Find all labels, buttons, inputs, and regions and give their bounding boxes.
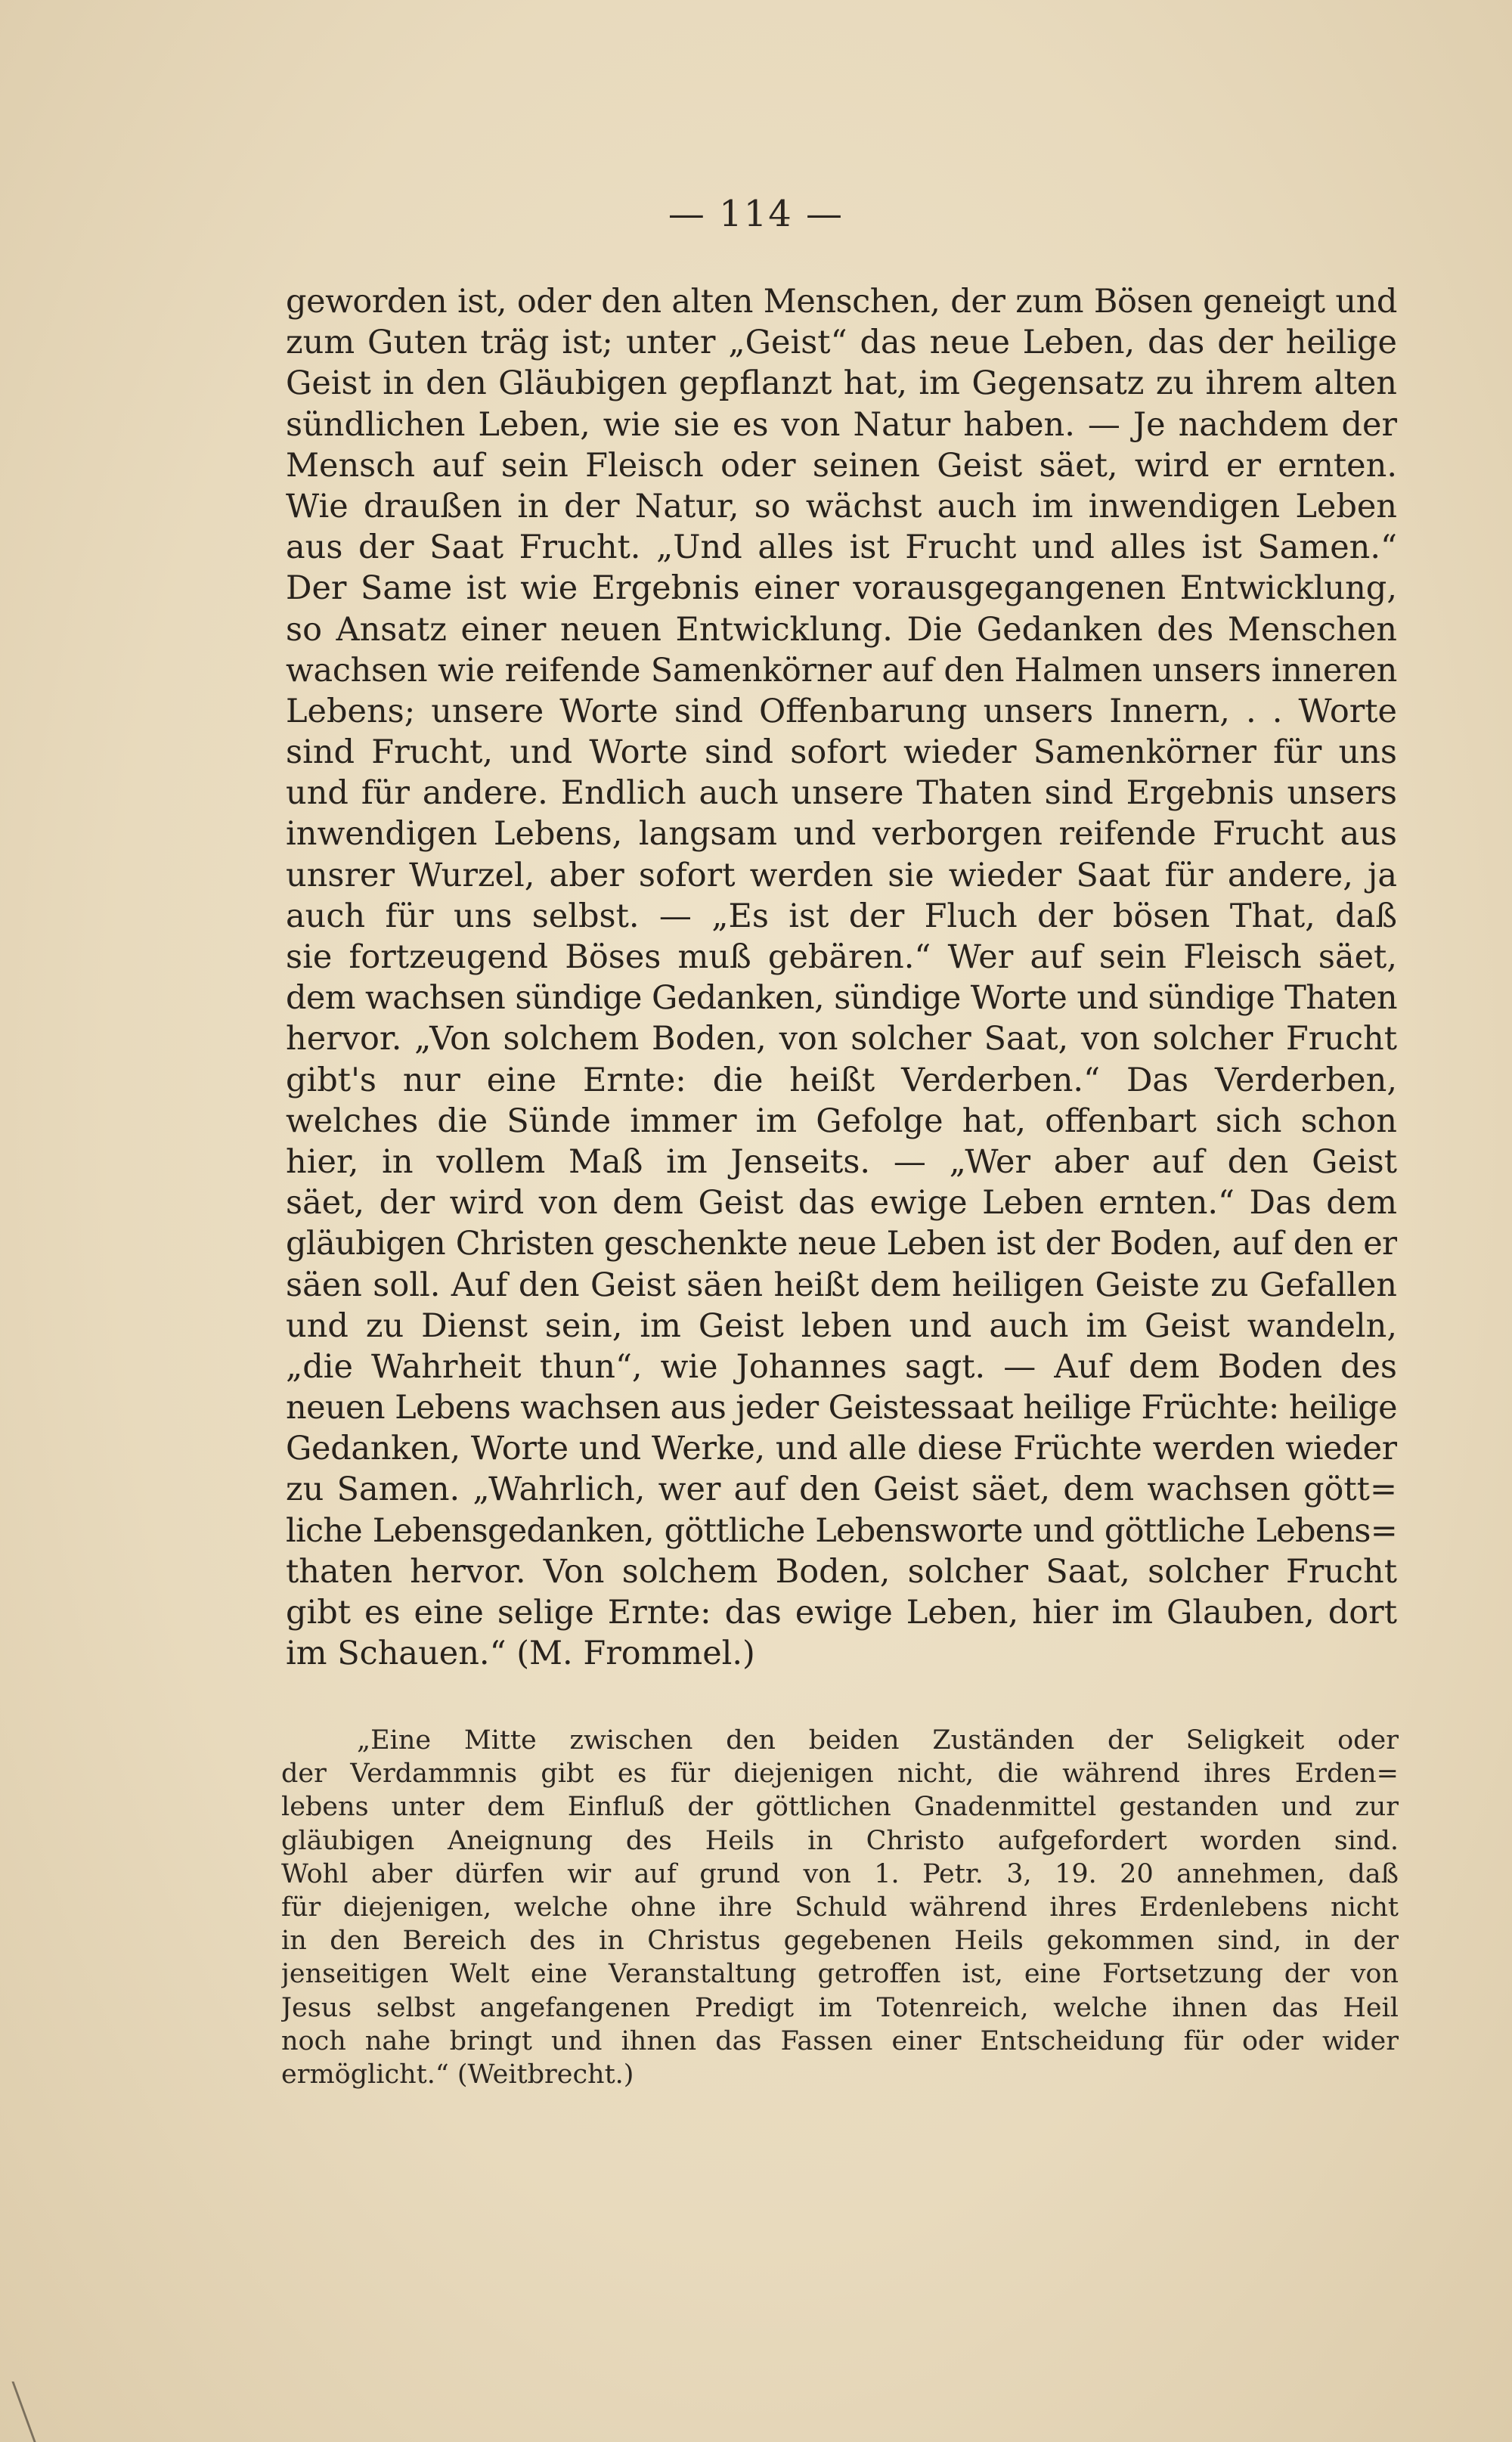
text-line: Gedanken, Worte und Werke, und alle diese Früchte werden wieder: [286, 1430, 1397, 1468]
text-line: zum Guten träg ist; unter „Geist“ das neue Leben, das der heilige: [286, 324, 1397, 362]
text-line: Der Same ist wie Ergebnis einer vorausgegangenen Entwicklung,: [286, 569, 1397, 608]
text-line: Mensch auf sein Fleisch oder seinen Geist säet, wird er ernten.: [286, 446, 1397, 485]
text-line: neuen Lebens wachsen aus jeder Geistessaat heilige Früchte: heilige: [286, 1389, 1397, 1427]
text-line: gläubigen Christen geschenkte neue Leben ist der Boden, auf den er: [286, 1225, 1397, 1263]
text-line: gibt es eine selige Ernte: das ewige Leben, hier im Glauben, dort: [286, 1594, 1397, 1632]
footnote-line: gläubigen Aneignung des Heils in Christo aufgefordert worden sind.: [281, 1825, 1399, 1856]
text-line: aus der Saat Frucht. „Und alles ist Frucht und alles ist Samen.“: [286, 528, 1397, 567]
footnote-line: Wohl aber dürfen wir auf grund von 1. Petr. 3, 19. 20 annehmen, daß: [281, 1858, 1399, 1889]
text-line: hervor. „Von solchem Boden, von solcher Saat, von solcher Frucht: [286, 1020, 1397, 1058]
footnote-line: noch nahe bringt und ihnen das Fassen einer Entscheidung für oder wider: [281, 2025, 1399, 2056]
page-edge-mark: [0, 2382, 36, 2442]
text-line: und zu Dienst sein, im Geist leben und auch im Geist wandeln,: [286, 1306, 1397, 1345]
text-line: sie fortzeugend Böses muß gebären.“ Wer auf sein Fleisch säet,: [286, 938, 1397, 976]
text-line: so Ansatz einer neuen Entwicklung. Die Gedanken des Menschen: [286, 610, 1397, 649]
text-line: säen soll. Auf den Geist säen heißt dem heiligen Geiste zu Gefallen: [286, 1266, 1397, 1304]
text-line: hier, in vollem Maß im Jenseits. — „Wer aber auf den Geist: [286, 1142, 1397, 1181]
footnote-line: ermöglicht.“ (Weitbrecht.): [281, 2059, 634, 2090]
text-line: liche Lebensgedanken, göttliche Lebensworte und göttliche Lebens=: [286, 1511, 1397, 1550]
text-line: dem wachsen sündige Gedanken, sündige Worte und sündige Thaten: [286, 979, 1397, 1018]
text-line: Wie draußen in der Natur, so wächst auch im inwendigen Leben: [286, 487, 1397, 525]
footnote-line: in den Bereich des in Christus gegebenen Heils gekommen sind, in der: [281, 1926, 1399, 1957]
text-line: „die Wahrheit thun“, wie Johannes sagt. — Auf dem Boden des: [286, 1347, 1397, 1386]
footnote-line: für diejenigen, welche ohne ihre Schuld während ihres Erdenlebens nicht: [281, 1892, 1399, 1923]
text-line: gibt's nur eine Ernte: die heißt Verderben.“ Das Verderben,: [286, 1061, 1397, 1099]
footnote-line: jenseitigen Welt eine Veranstaltung getroffen ist, eine Fortsetzung der von: [281, 1959, 1399, 1990]
text-line: welches die Sünde immer im Gefolge hat, offenbart sich schon: [286, 1102, 1397, 1140]
page-number: — 114 —: [668, 193, 844, 235]
text-line: wachsen wie reifende Samenkörner auf den Halmen unsers inneren: [286, 651, 1397, 690]
text-line: sind Frucht, und Worte sind sofort wieder Samenkörner für uns: [286, 733, 1397, 772]
footnote-line: lebens unter dem Einfluß der göttlichen Gnadenmittel gestanden und zur: [281, 1792, 1399, 1823]
main-text: [286, 281, 1397, 1674]
text-line: zu Samen. „Wahrlich, wer auf den Geist säet, dem wachsen gött=: [286, 1470, 1397, 1509]
text-line: Geist in den Gläubigen gepflanzt hat, im Gegensatz zu ihrem alten: [286, 364, 1397, 403]
text-line: sündlichen Leben, wie sie es von Natur haben. — Je nachdem der: [286, 405, 1397, 444]
footnote-line: „Eine Mitte zwischen den beiden Zuständen der Seligkeit oder: [357, 1725, 1399, 1756]
text-line: Lebens; unsere Worte sind Offenbarung unsers Innern, . . Worte: [286, 692, 1397, 730]
text-line: und für andere. Endlich auch unsere Thaten sind Ergebnis unsers: [286, 774, 1397, 813]
footnote-line: Jesus selbst angefangenen Predigt im Totenreich, welche ihnen das Heil: [281, 1992, 1399, 2023]
text-line: auch für uns selbst. — „Es ist der Fluch der bösen That, daß: [286, 897, 1397, 935]
text-line: unsrer Wurzel, aber sofort werden sie wieder Saat für andere, ja: [286, 856, 1397, 894]
text-line: thaten hervor. Von solchem Boden, solcher Saat, solcher Frucht: [286, 1552, 1397, 1591]
text-line: säet, der wird von dem Geist das ewige Leben ernten.“ Das dem: [286, 1184, 1397, 1223]
footnote: [281, 1724, 1399, 2091]
text-line: inwendigen Lebens, langsam und verborgen reifende Frucht aus: [286, 815, 1397, 854]
footnote-line: der Verdammnis gibt es für diejenigen nicht, die während ihres Erden=: [281, 1759, 1399, 1790]
text-line: im Schauen.“ (M. Frommel.): [286, 1635, 755, 1673]
text-line: geworden ist, oder den alten Menschen, der zum Bösen geneigt und: [286, 283, 1397, 321]
